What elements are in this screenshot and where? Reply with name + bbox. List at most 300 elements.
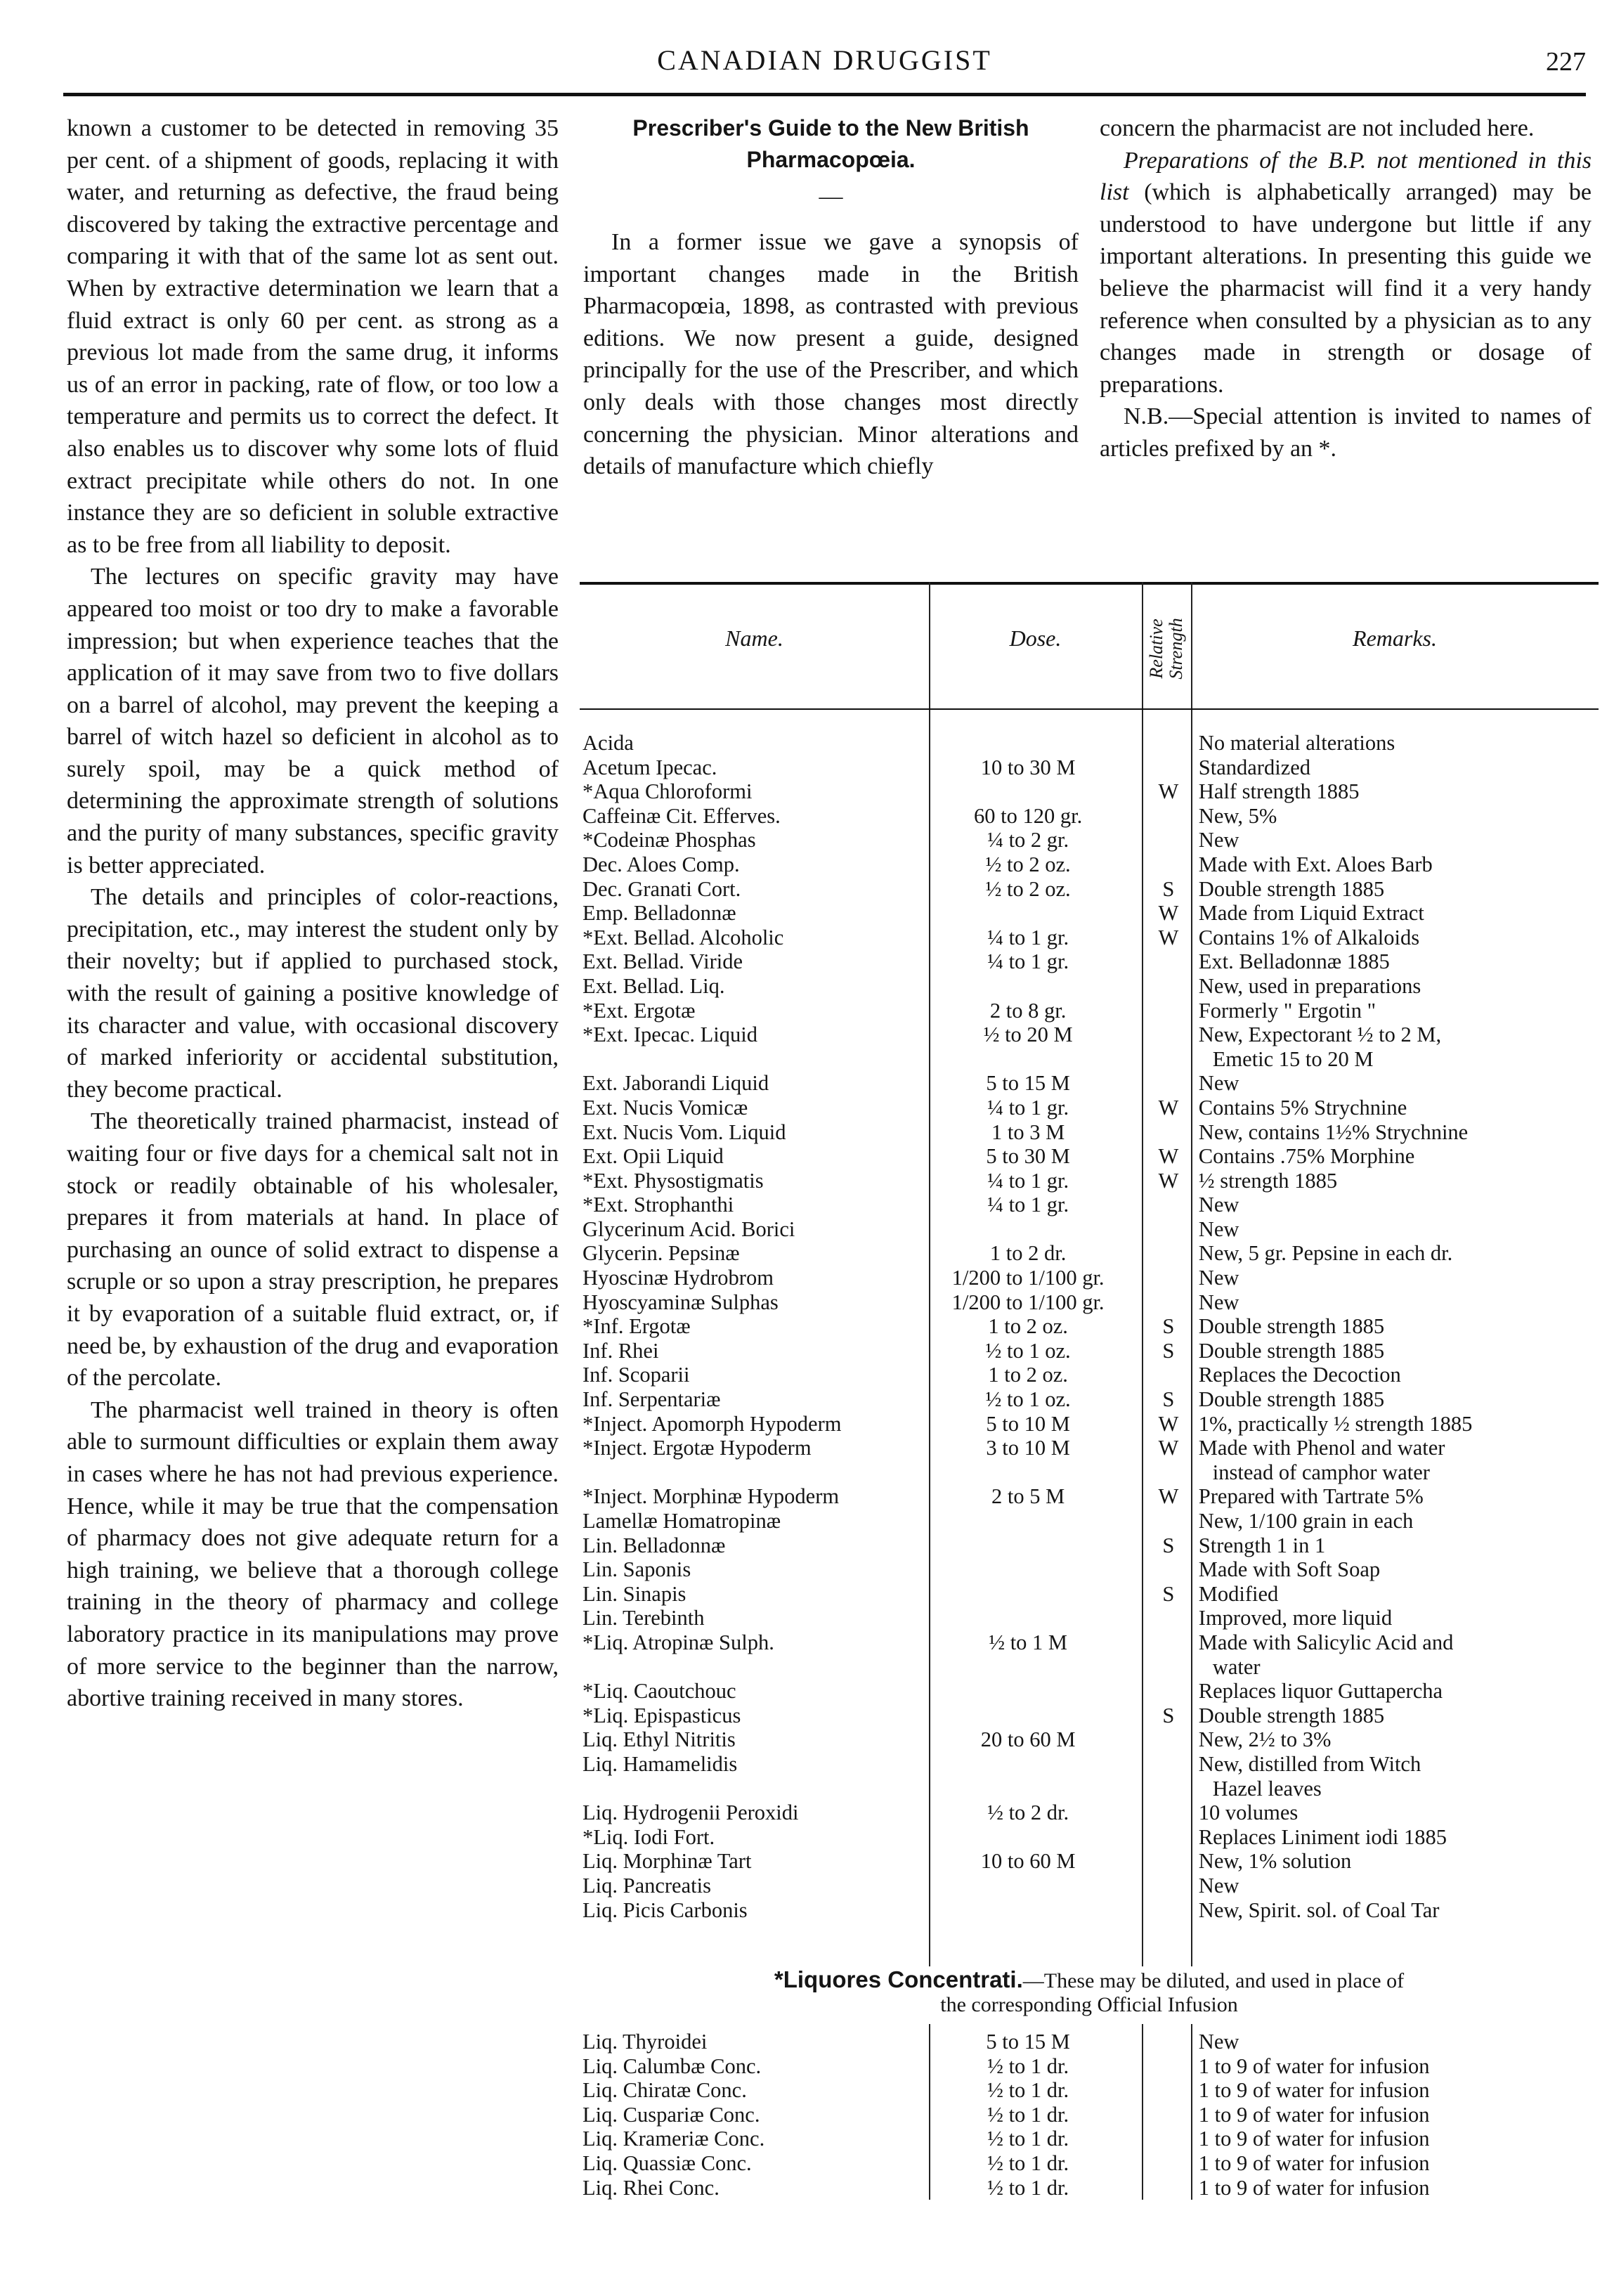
remarks	[1193, 1509, 1599, 1533]
table-row	[580, 1557, 1599, 1582]
remarks-text: New, 2½ to 3%	[1198, 1727, 1332, 1752]
remarks	[1193, 2127, 1599, 2151]
remarks-text: 1 to 9 of water for infusion	[1198, 2127, 1430, 2151]
relative-strength: W	[1158, 1144, 1179, 1169]
remarks-text: 1%, practically ½ strength 1885	[1198, 1411, 1473, 1436]
remarks	[1193, 1169, 1599, 1193]
remarks	[1193, 1217, 1599, 1242]
page-header	[63, 44, 1586, 93]
relative-strength: S	[1162, 876, 1175, 901]
dose: ½ to 1 dr.	[987, 2078, 1069, 2103]
remarks	[1193, 1582, 1599, 1607]
relative-strength: S	[1162, 1338, 1175, 1363]
remarks-text: Double strength 1885	[1198, 1338, 1385, 1363]
relative-strength: W	[1158, 901, 1179, 926]
table-row	[580, 804, 1599, 829]
concentrati-heading	[580, 1968, 1599, 2017]
table-row	[580, 1704, 1599, 1728]
drug-name: Ext. Jaborandi Liquid	[583, 1071, 769, 1096]
remarks-text: New	[1198, 1290, 1239, 1314]
drug-name: Inf. Serpentariæ	[583, 1387, 721, 1412]
remarks	[1193, 2103, 1599, 2127]
remarks-text: New, distilled from Witch	[1198, 1751, 1421, 1776]
remarks-text: Prepared with Tartrate 5%	[1198, 1484, 1424, 1509]
title-dash: —	[819, 183, 843, 209]
table-row	[580, 974, 1599, 999]
remarks-text: Ext. Belladonnæ 1885	[1198, 949, 1390, 974]
table-row	[580, 1801, 1599, 1825]
remarks-text: New, contains 1½% Strychnine	[1198, 1120, 1469, 1144]
relative-strength: S	[1162, 1314, 1175, 1339]
remarks	[1193, 779, 1599, 804]
drug-name: Liq. Pancreatis	[583, 1873, 711, 1898]
remarks-text: New, Spirit. sol. of Coal Tar	[1198, 1898, 1440, 1922]
dose: 1 to 2 oz.	[988, 1363, 1068, 1387]
remarks	[1193, 1096, 1599, 1120]
dose: ½ to 2 oz.	[985, 852, 1071, 876]
drug-name: Acida	[583, 731, 634, 755]
drug-name: Hyoscyaminæ Sulphas	[583, 1290, 779, 1314]
drug-name: *Ext. Physostigmatis	[583, 1168, 764, 1193]
dose: ½ to 1 M	[989, 1630, 1068, 1654]
remarks	[1193, 852, 1599, 877]
drug-name: Liq. Rhei Conc.	[583, 2175, 720, 2200]
table-row	[580, 949, 1599, 974]
remarks-text: Half strength 1885	[1198, 779, 1360, 804]
dose: ½ to 1 dr.	[987, 2151, 1069, 2175]
remarks-text: Standardized	[1198, 755, 1311, 779]
drug-name: *Ext. Strophanthi	[583, 1193, 734, 1217]
drug-name: Lamellæ Homatropinæ	[583, 1509, 781, 1533]
remarks-text: Made with Salicylic Acid and	[1198, 1630, 1454, 1654]
drug-name: *Inject. Apomorph Hypoderm	[583, 1411, 842, 1436]
remarks	[1193, 1387, 1599, 1412]
table-row	[580, 1484, 1599, 1509]
relative-strength: S	[1162, 1703, 1175, 1727]
drug-name: Liq. Hamamelidis	[583, 1751, 738, 1776]
remarks-continuation: Emetic 15 to 20 M	[1212, 1046, 1374, 1071]
remarks-continuation: water	[1212, 1654, 1261, 1679]
table-row	[580, 2127, 1599, 2151]
remarks-text: Replaces liquor Guttapercha	[1198, 1679, 1443, 1704]
dose: 1 to 2 dr.	[989, 1241, 1067, 1266]
remarks	[1193, 949, 1599, 974]
relative-strength: W	[1158, 925, 1179, 949]
drug-name: Glycerinum Acid. Borici	[583, 1217, 795, 1241]
dose: 1 to 2 oz.	[988, 1314, 1068, 1339]
remarks	[1193, 974, 1599, 999]
drug-name: Lin. Sinapis	[583, 1581, 686, 1606]
dose: 5 to 15 M	[986, 1071, 1070, 1096]
table-row	[580, 1193, 1599, 1217]
drug-name: Hyoscinæ Hydrobrom	[583, 1266, 774, 1290]
table-row	[580, 999, 1599, 1023]
dose: 10 to 30 M	[980, 755, 1076, 779]
remarks-text: New	[1198, 828, 1239, 852]
remarks	[1193, 1290, 1599, 1315]
table-row	[580, 1679, 1599, 1704]
table-row	[580, 779, 1599, 804]
drug-name: Ext. Nucis Vomicæ	[583, 1095, 748, 1120]
remarks-text: New, used in preparations	[1198, 973, 1421, 998]
paragraph	[1100, 145, 1592, 401]
table-row	[580, 852, 1599, 877]
remarks	[1193, 1727, 1599, 1752]
concentrati-table-body	[580, 2030, 1599, 2200]
remarks	[1193, 1533, 1599, 1558]
remarks-text: New, 5%	[1198, 803, 1277, 828]
remarks	[1193, 1120, 1599, 1145]
drug-name: Liq. Quassiæ Conc.	[583, 2151, 752, 2175]
remarks-text: Made with Soft Soap	[1198, 1557, 1381, 1582]
remarks	[1193, 1023, 1599, 1071]
drug-name: Lin. Saponis	[583, 1557, 691, 1582]
remarks-text: Made with Ext. Aloes Barb	[1198, 852, 1433, 876]
remarks-text: No material alterations	[1198, 731, 1395, 755]
article-title	[583, 112, 1079, 176]
remarks	[1193, 1266, 1599, 1290]
drug-name: Liq. Ethyl Nitritis	[583, 1727, 736, 1752]
remarks-text: Double strength 1885	[1198, 1387, 1385, 1412]
table-row	[580, 1412, 1599, 1436]
remarks	[1193, 999, 1599, 1023]
table-row	[580, 731, 1599, 755]
dose: ½ to 1 oz.	[985, 1338, 1071, 1363]
table-row	[580, 1387, 1599, 1412]
remarks	[1193, 1704, 1599, 1728]
dose: 3 to 10 M	[986, 1436, 1070, 1460]
dose: ½ to 1 dr.	[987, 2054, 1069, 2078]
table-row	[580, 1630, 1599, 1679]
table-top-rule	[580, 582, 1599, 585]
remarks	[1193, 1801, 1599, 1825]
left-column	[67, 112, 559, 1715]
remarks	[1193, 877, 1599, 902]
remarks-text: New, Expectorant ½ to 2 M,	[1198, 1023, 1442, 1047]
table-row	[580, 2176, 1599, 2200]
drug-name: Liq. Picis Carbonis	[583, 1898, 748, 1922]
remarks-text: New	[1198, 1217, 1239, 1241]
remarks	[1193, 1071, 1599, 1096]
drug-name: Liq. Chiratæ Conc.	[583, 2078, 747, 2103]
remarks-text: Made from Liquid Extract	[1198, 901, 1424, 926]
drug-name: *Ext. Bellad. Alcoholic	[583, 925, 784, 949]
paragraph-text: (which is alphabetically arranged) may be understood to have undergone but little if any important alterations. In presenting this guide we believe the pharmacist will find it a very handy reference when consulted by a physician as to any changes made in strength or dosage of preparations.	[1100, 179, 1592, 398]
remarks	[1193, 1874, 1599, 1898]
table-row	[580, 1266, 1599, 1290]
italic-phrase: Preparations of the B.P. not mentioned in this list	[1100, 147, 1592, 206]
drug-name: *Ext. Ipecac. Liquid	[583, 1023, 757, 1047]
drug-name: *Codeinæ Phosphas	[583, 828, 756, 852]
dose: ¼ to 1 gr.	[987, 949, 1069, 974]
remarks	[1193, 2151, 1599, 2176]
drug-name: Liq. Calumbæ Conc.	[583, 2054, 762, 2078]
drug-name: Inf. Rhei	[583, 1338, 659, 1363]
table-row	[580, 1169, 1599, 1193]
paragraph: concern the pharmacist are not included here.	[1100, 115, 1535, 141]
concentrati-title: *Liquores Concentrati.	[774, 1966, 1023, 1992]
article-title-line: Pharmacopœia.	[746, 147, 916, 172]
remarks	[1193, 1557, 1599, 1582]
header-remarks: Remarks.	[1353, 625, 1437, 651]
relative-strength: W	[1158, 779, 1179, 804]
remarks	[1193, 2176, 1599, 2200]
remarks-text: Contains 5% Strychnine	[1198, 1095, 1407, 1120]
dose: 5 to 15 M	[986, 2030, 1070, 2054]
remarks-text: Double strength 1885	[1198, 1703, 1385, 1727]
header-relative-strength	[1142, 596, 1191, 701]
dose: ½ to 1 dr.	[987, 2175, 1069, 2200]
drug-name: *Liq. Atropinæ Sulph.	[583, 1630, 774, 1654]
remarks	[1193, 1752, 1599, 1801]
remarks	[1193, 2078, 1599, 2103]
relative-strength: S	[1162, 1387, 1175, 1412]
drug-name: Liq. Thyroidei	[583, 2030, 708, 2054]
relative-strength: W	[1158, 1411, 1179, 1436]
dose: 2 to 5 M	[991, 1484, 1065, 1509]
remarks	[1193, 1849, 1599, 1874]
dose: ½ to 2 oz.	[985, 876, 1071, 901]
table-row	[580, 1436, 1599, 1484]
dose: 1/200 to 1/100 gr.	[951, 1290, 1105, 1314]
remarks-text: New, 1/100 grain in each	[1198, 1509, 1414, 1533]
table-row	[580, 1096, 1599, 1120]
drug-name: Liq. Hydrogenii Peroxidi	[583, 1801, 799, 1825]
header-rule	[580, 708, 1599, 710]
drug-name: Glycerin. Pepsinæ	[583, 1241, 740, 1266]
remarks-text: Replaces the Decoction	[1198, 1363, 1401, 1387]
table-row	[580, 2078, 1599, 2103]
remarks-text: 1 to 9 of water for infusion	[1198, 2078, 1430, 2103]
remarks	[1193, 1436, 1599, 1484]
drug-name: Inf. Scoparii	[583, 1363, 690, 1387]
drug-name: Liq. Morphinæ Tart	[583, 1849, 752, 1874]
remarks	[1193, 731, 1599, 755]
remarks-text: Made with Phenol and water	[1198, 1436, 1445, 1460]
dose: 1 to 3 M	[991, 1120, 1065, 1144]
table-body	[580, 731, 1599, 1922]
remarks	[1193, 1339, 1599, 1363]
dose: ¼ to 1 gr.	[987, 1193, 1069, 1217]
table-row	[580, 1752, 1599, 1801]
dose: ¼ to 1 gr.	[987, 925, 1069, 949]
article-title-line: Prescriber's Guide to the New British	[632, 115, 1029, 141]
table-row	[580, 1120, 1599, 1145]
table-row	[580, 1898, 1599, 1923]
dose: ½ to 1 dr.	[987, 2127, 1069, 2151]
drug-name: *Inject. Morphinæ Hypoderm	[583, 1484, 840, 1509]
dose: ½ to 2 dr.	[987, 1801, 1069, 1825]
drug-name: Liq. Cuspariæ Conc.	[583, 2102, 760, 2127]
dose: ½ to 1 dr.	[987, 2102, 1069, 2127]
dose: 2 to 8 gr.	[989, 998, 1067, 1023]
table-row	[580, 1363, 1599, 1387]
table-row	[580, 1314, 1599, 1339]
remarks-text: Double strength 1885	[1198, 876, 1385, 901]
remarks	[1193, 2054, 1599, 2079]
remarks	[1193, 1825, 1599, 1850]
remarks	[1193, 828, 1599, 852]
remarks	[1193, 1241, 1599, 1266]
remarks	[1193, 1412, 1599, 1436]
drug-name: Caffeinæ Cit. Efferves.	[583, 803, 781, 828]
remarks	[1193, 926, 1599, 950]
remarks	[1193, 2030, 1599, 2054]
header-name: Name.	[725, 625, 783, 651]
relative-strength: S	[1162, 1581, 1175, 1606]
drug-name: Liq. Krameriæ Conc.	[583, 2127, 765, 2151]
dose: 1/200 to 1/100 gr.	[951, 1266, 1105, 1290]
remarks	[1193, 804, 1599, 829]
drug-name: *Liq. Caoutchouc	[583, 1679, 736, 1704]
remarks	[1193, 901, 1599, 926]
remarks-text: Modified	[1198, 1581, 1279, 1606]
dose: 5 to 10 M	[986, 1411, 1070, 1436]
table-row	[580, 1727, 1599, 1752]
concentrati-text: —These may be diluted, and used in place of	[1022, 1969, 1405, 1992]
table-row	[580, 1071, 1599, 1096]
paragraph: The pharmacist well trained in theory is often able to surmount difficulties or explain them away in cases where he has not had previous experience. Hence, while it may be true that the compensation of pharmacy does not give adequate return for a high training, we believe that a thorough college training in the theory of pharmacy and college laboratory practice in its manipulations may prove of more service to the beginner than the narrow, abortive training received in many stores.	[67, 1396, 559, 1712]
header-strength-line: Strength	[1166, 618, 1186, 680]
drug-name: *Inject. Ergotæ Hypoderm	[583, 1436, 812, 1460]
paragraph: The lectures on specific gravity may have appeared too moist or too dry to make a favorable impression; but when experience teaches that the application of it may save from two to five dollars on a barrel of alcohol, may prevent the keeping a barrel of witch hazel so deficient in alcohol as to surely spoil, may be a quick method of determining the approximate strength of solutions and the purity of many substances, specific gravity is better appreciated.	[67, 564, 559, 878]
remarks	[1193, 1193, 1599, 1217]
remarks-text: Double strength 1885	[1198, 1314, 1385, 1339]
relative-strength: S	[1162, 1533, 1175, 1557]
drug-name: Dec. Granati Cort.	[583, 876, 741, 901]
dose: 60 to 120 gr.	[974, 803, 1083, 828]
remarks-text: Improved, more liquid	[1198, 1606, 1393, 1630]
table-row	[580, 2030, 1599, 2054]
intro-paragraph: In a former issue we gave a synopsis of important changes made in the British Pharmacopœia, 1898, as contrasted with previous editions. We now present a guide, designed principally for the use of the Prescriber, and which only deals with those changes most directly concerning the physician. Minor alterations and details of manufacture which chiefly	[583, 229, 1079, 480]
drug-name: Lin. Terebinth	[583, 1606, 705, 1630]
dose: 5 to 30 M	[986, 1144, 1070, 1169]
dose: ½ to 20 M	[983, 1023, 1073, 1047]
table-row	[580, 1339, 1599, 1363]
remarks	[1193, 755, 1599, 780]
table-row	[580, 1241, 1599, 1266]
dose: 20 to 60 M	[980, 1727, 1076, 1752]
remarks-text: New, 5 gr. Pepsine in each dr.	[1198, 1241, 1453, 1266]
drug-name: Emp. Belladonnæ	[583, 901, 736, 926]
table-row	[580, 1290, 1599, 1315]
paragraph: The theoretically trained pharmacist, instead of waiting four or five days for a chemical salt not in stock or readily obtainable of his wholesaler, prepares it from materials at hand. In place of purchasing an ounce of solid extract to dispense a scruple or so upon a stray prescription, he prepares it by evaporation of a suitable fluid extract, or, if need be, by exhaustion of the drug and evaporation of the percolate.	[67, 1108, 559, 1392]
table-row	[580, 1533, 1599, 1558]
table-row	[580, 1023, 1599, 1071]
relative-strength: W	[1158, 1436, 1179, 1460]
table-row	[580, 1144, 1599, 1169]
remarks-text: 1 to 9 of water for infusion	[1198, 2175, 1430, 2200]
remarks	[1193, 1630, 1599, 1679]
remarks-text: New	[1198, 1071, 1239, 1096]
table-row	[580, 2103, 1599, 2127]
right-column	[1100, 112, 1592, 465]
page-number: 227	[1546, 47, 1586, 77]
header-rule	[63, 93, 1586, 96]
table-row	[580, 755, 1599, 780]
prescribers-guide-table	[580, 582, 1599, 2009]
drug-name: *Inf. Ergotæ	[583, 1314, 691, 1339]
table-row	[580, 1217, 1599, 1242]
remarks-text: Replaces Liniment iodi 1885	[1198, 1824, 1447, 1849]
header-dose: Dose.	[1009, 625, 1062, 651]
drug-name: Ext. Opii Liquid	[583, 1144, 724, 1169]
remarks	[1193, 1484, 1599, 1509]
drug-name: Lin. Belladonnæ	[583, 1533, 726, 1557]
dose: ¼ to 1 gr.	[987, 1095, 1069, 1120]
remarks-text: New	[1198, 1193, 1239, 1217]
paragraph: known a customer to be detected in removing 35 per cent. of a shipment of goods, replacing it with water, and returning as defective, the fraud being discovered by taking the extractive percentage and comparing it with that of the same lot as sent out. When by extractive determination we learn that a fluid extract is only 60 per cent. as strong as a previous lot made from the same drug, it informs us of an error in packing, rate of flow, or too low a temperature and permits us to correct the defect. It also enables us to discover why some lots of fluid extract precipitate while others do not. In one instance they are so deficient in soluble extractive as to be free from all liability to deposit.	[67, 115, 559, 558]
table-row	[580, 1606, 1599, 1630]
remarks-continuation: instead of camphor water	[1212, 1460, 1430, 1484]
header-strength-line: Relative	[1146, 618, 1166, 679]
dose: ¼ to 1 gr.	[987, 1168, 1069, 1193]
dose: ½ to 1 oz.	[985, 1387, 1071, 1412]
table-row	[580, 1849, 1599, 1874]
table-row	[580, 1582, 1599, 1607]
remarks-text: Contains .75% Morphine	[1198, 1144, 1415, 1169]
remarks-text: Strength 1 in 1	[1198, 1533, 1326, 1557]
drug-name: *Aqua Chloroformi	[583, 779, 753, 804]
table-row	[580, 1874, 1599, 1898]
paragraph: The details and principles of color-reactions, precipitation, etc., may interest the student only by their novelty; but if applied to purchased stock, with the result of gaining a positive knowledge of its character and value, with occasional discovery of marked inferiority or accidental substitution, they become practical.	[67, 884, 559, 1103]
drug-name: *Liq. Epispasticus	[583, 1703, 741, 1727]
running-head: CANADIAN DRUGGIST	[657, 44, 992, 76]
drug-name: Ext. Bellad. Viride	[583, 949, 743, 974]
table-row	[580, 1825, 1599, 1850]
dose: ¼ to 2 gr.	[987, 828, 1069, 852]
drug-name: *Liq. Iodi Fort.	[583, 1824, 715, 1849]
remarks	[1193, 1606, 1599, 1630]
drug-name: Dec. Aloes Comp.	[583, 852, 740, 876]
table-row	[580, 926, 1599, 950]
remarks	[1193, 1898, 1599, 1923]
remarks	[1193, 1363, 1599, 1387]
table-row	[580, 2151, 1599, 2176]
dose: 10 to 60 M	[980, 1849, 1076, 1874]
remarks-text: 10 volumes	[1198, 1801, 1299, 1825]
relative-strength: W	[1158, 1095, 1179, 1120]
middle-column	[583, 112, 1079, 483]
remarks-text: Contains 1% of Alkaloids	[1198, 925, 1420, 949]
table-row	[580, 901, 1599, 926]
remarks-text: Formerly " Ergotin "	[1198, 998, 1377, 1023]
drug-name: Acetum Ipecac.	[583, 755, 717, 779]
drug-name: *Ext. Ergotæ	[583, 998, 696, 1023]
remarks-text: New	[1198, 1873, 1239, 1898]
remarks	[1193, 1679, 1599, 1704]
table-row	[580, 2054, 1599, 2079]
remarks-text: 1 to 9 of water for infusion	[1198, 2102, 1430, 2127]
remarks-text: New	[1198, 1266, 1239, 1290]
remarks-text: 1 to 9 of water for infusion	[1198, 2151, 1430, 2175]
remarks-text: New, 1% solution	[1198, 1849, 1352, 1874]
remarks-text: 1 to 9 of water for infusion	[1198, 2054, 1430, 2078]
table-row	[580, 828, 1599, 852]
drug-name: Ext. Nucis Vom. Liquid	[583, 1120, 786, 1144]
remarks	[1193, 1144, 1599, 1169]
remarks-continuation: Hazel leaves	[1212, 1776, 1322, 1801]
remarks-text: ½ strength 1885	[1198, 1168, 1338, 1193]
remarks	[1193, 1314, 1599, 1339]
remarks-text: New	[1198, 2030, 1239, 2054]
table-row	[580, 877, 1599, 902]
nb-paragraph: N.B.—Special attention is invited to names of articles prefixed by an *.	[1100, 403, 1592, 462]
table-row	[580, 1509, 1599, 1533]
concentrati-text: the corresponding Official Infusion	[940, 1993, 1238, 2016]
relative-strength: W	[1158, 1168, 1179, 1193]
drug-name: Ext. Bellad. Liq.	[583, 973, 725, 998]
